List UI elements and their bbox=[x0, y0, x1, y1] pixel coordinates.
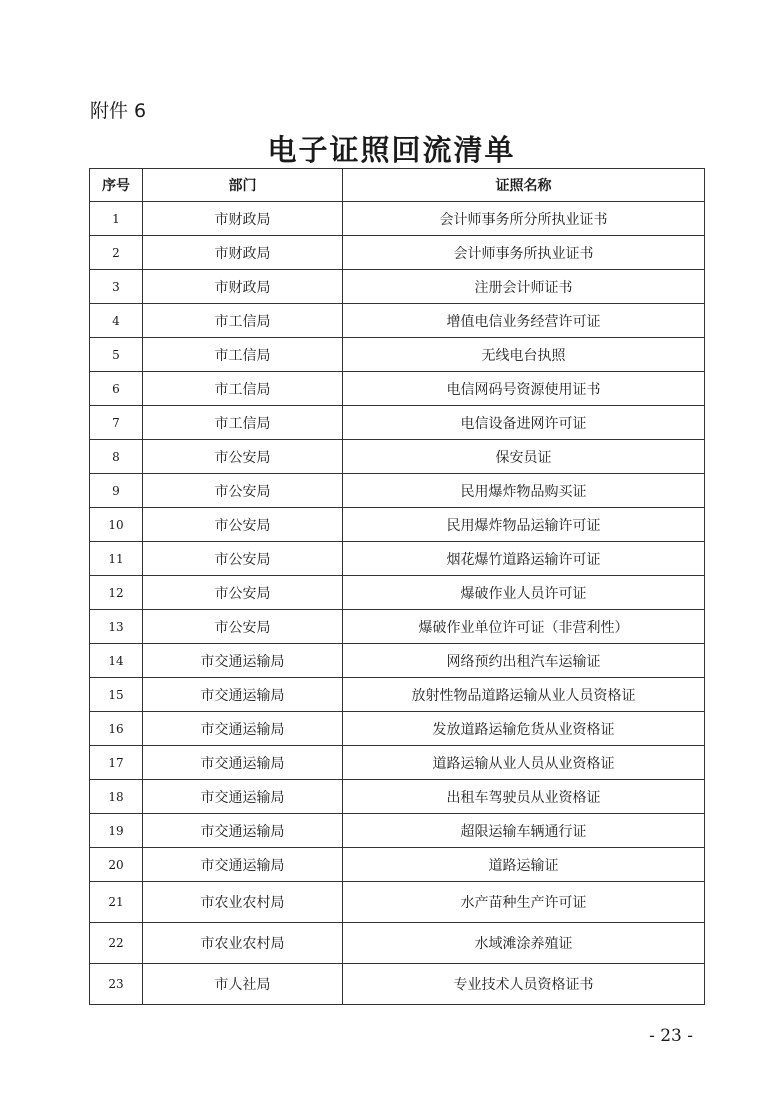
serial-cell: 11 bbox=[90, 542, 143, 576]
serial-cell: 6 bbox=[90, 372, 143, 406]
serial-cell: 23 bbox=[90, 964, 143, 1005]
department-cell: 市人社局 bbox=[143, 964, 343, 1005]
table-header-row bbox=[90, 169, 705, 202]
table-row bbox=[90, 338, 705, 372]
serial-cell: 4 bbox=[90, 304, 143, 338]
table-row bbox=[90, 882, 705, 923]
department-cell: 市公安局 bbox=[143, 474, 343, 508]
department-cell: 市公安局 bbox=[143, 440, 343, 474]
table-row bbox=[90, 814, 705, 848]
department-cell: 市公安局 bbox=[143, 610, 343, 644]
certificate-name-cell: 会计师事务所分所执业证书 bbox=[343, 202, 705, 236]
certificate-name-cell: 发放道路运输危货从业资格证 bbox=[343, 712, 705, 746]
department-cell: 市交通运输局 bbox=[143, 678, 343, 712]
serial-cell: 5 bbox=[90, 338, 143, 372]
serial-cell: 12 bbox=[90, 576, 143, 610]
department-cell: 市公安局 bbox=[143, 542, 343, 576]
table-row bbox=[90, 964, 705, 1005]
serial-cell: 13 bbox=[90, 610, 143, 644]
serial-cell: 15 bbox=[90, 678, 143, 712]
department-cell: 市交通运输局 bbox=[143, 746, 343, 780]
department-cell: 市财政局 bbox=[143, 270, 343, 304]
serial-cell: 22 bbox=[90, 923, 143, 964]
table-row bbox=[90, 678, 705, 712]
table-row bbox=[90, 440, 705, 474]
serial-cell: 10 bbox=[90, 508, 143, 542]
serial-cell: 14 bbox=[90, 644, 143, 678]
serial-cell: 8 bbox=[90, 440, 143, 474]
serial-cell: 7 bbox=[90, 406, 143, 440]
table-row bbox=[90, 270, 705, 304]
table-row bbox=[90, 372, 705, 406]
certificate-name-cell: 爆破作业人员许可证 bbox=[343, 576, 705, 610]
department-cell: 市工信局 bbox=[143, 372, 343, 406]
certificate-table bbox=[89, 168, 705, 1005]
certificate-name-cell: 增值电信业务经营许可证 bbox=[343, 304, 705, 338]
department-cell: 市工信局 bbox=[143, 338, 343, 372]
serial-cell: 3 bbox=[90, 270, 143, 304]
table-row bbox=[90, 848, 705, 882]
table-row bbox=[90, 780, 705, 814]
certificate-name-cell: 民用爆炸物品运输许可证 bbox=[343, 508, 705, 542]
department-cell: 市财政局 bbox=[143, 202, 343, 236]
header-department: 部门 bbox=[143, 169, 343, 202]
table-row bbox=[90, 304, 705, 338]
serial-cell: 21 bbox=[90, 882, 143, 923]
table-row bbox=[90, 474, 705, 508]
serial-cell: 20 bbox=[90, 848, 143, 882]
department-cell: 市公安局 bbox=[143, 508, 343, 542]
table-row bbox=[90, 406, 705, 440]
table-row bbox=[90, 923, 705, 964]
certificate-name-cell: 保安员证 bbox=[343, 440, 705, 474]
table-row bbox=[90, 508, 705, 542]
department-cell: 市工信局 bbox=[143, 304, 343, 338]
certificate-name-cell: 道路运输从业人员从业资格证 bbox=[343, 746, 705, 780]
table-row bbox=[90, 236, 705, 270]
certificate-name-cell: 超限运输车辆通行证 bbox=[343, 814, 705, 848]
page-title: 电子证照回流清单 bbox=[267, 133, 516, 167]
serial-cell: 18 bbox=[90, 780, 143, 814]
serial-cell: 1 bbox=[90, 202, 143, 236]
page-number: - 23 - bbox=[649, 1026, 693, 1046]
certificate-name-cell: 注册会计师证书 bbox=[343, 270, 705, 304]
certificate-name-cell: 电信设备进网许可证 bbox=[343, 406, 705, 440]
table-row bbox=[90, 746, 705, 780]
department-cell: 市公安局 bbox=[143, 576, 343, 610]
certificate-name-cell: 爆破作业单位许可证（非营利性） bbox=[343, 610, 705, 644]
attachment-label: 附件 6 bbox=[90, 100, 147, 122]
certificate-name-cell: 放射性物品道路运输从业人员资格证 bbox=[343, 678, 705, 712]
table-row bbox=[90, 712, 705, 746]
serial-cell: 2 bbox=[90, 236, 143, 270]
department-cell: 市农业农村局 bbox=[143, 882, 343, 923]
department-cell: 市交通运输局 bbox=[143, 848, 343, 882]
table-row bbox=[90, 610, 705, 644]
certificate-name-cell: 会计师事务所执业证书 bbox=[343, 236, 705, 270]
department-cell: 市交通运输局 bbox=[143, 712, 343, 746]
certificate-name-cell: 烟花爆竹道路运输许可证 bbox=[343, 542, 705, 576]
certificate-name-cell: 专业技术人员资格证书 bbox=[343, 964, 705, 1005]
table-row bbox=[90, 202, 705, 236]
certificate-name-cell: 水域滩涂养殖证 bbox=[343, 923, 705, 964]
certificate-name-cell: 出租车驾驶员从业资格证 bbox=[343, 780, 705, 814]
certificate-name-cell: 无线电台执照 bbox=[343, 338, 705, 372]
table-row bbox=[90, 644, 705, 678]
serial-cell: 16 bbox=[90, 712, 143, 746]
department-cell: 市交通运输局 bbox=[143, 644, 343, 678]
certificate-name-cell: 民用爆炸物品购买证 bbox=[343, 474, 705, 508]
certificate-name-cell: 水产苗种生产许可证 bbox=[343, 882, 705, 923]
serial-cell: 19 bbox=[90, 814, 143, 848]
serial-cell: 9 bbox=[90, 474, 143, 508]
department-cell: 市工信局 bbox=[143, 406, 343, 440]
department-cell: 市农业农村局 bbox=[143, 923, 343, 964]
table-row bbox=[90, 542, 705, 576]
serial-cell: 17 bbox=[90, 746, 143, 780]
department-cell: 市交通运输局 bbox=[143, 780, 343, 814]
department-cell: 市交通运输局 bbox=[143, 814, 343, 848]
header-serial: 序号 bbox=[90, 169, 143, 202]
table-row bbox=[90, 576, 705, 610]
department-cell: 市财政局 bbox=[143, 236, 343, 270]
header-certificate-name: 证照名称 bbox=[343, 169, 705, 202]
certificate-name-cell: 道路运输证 bbox=[343, 848, 705, 882]
certificate-name-cell: 网络预约出租汽车运输证 bbox=[343, 644, 705, 678]
certificate-name-cell: 电信网码号资源使用证书 bbox=[343, 372, 705, 406]
